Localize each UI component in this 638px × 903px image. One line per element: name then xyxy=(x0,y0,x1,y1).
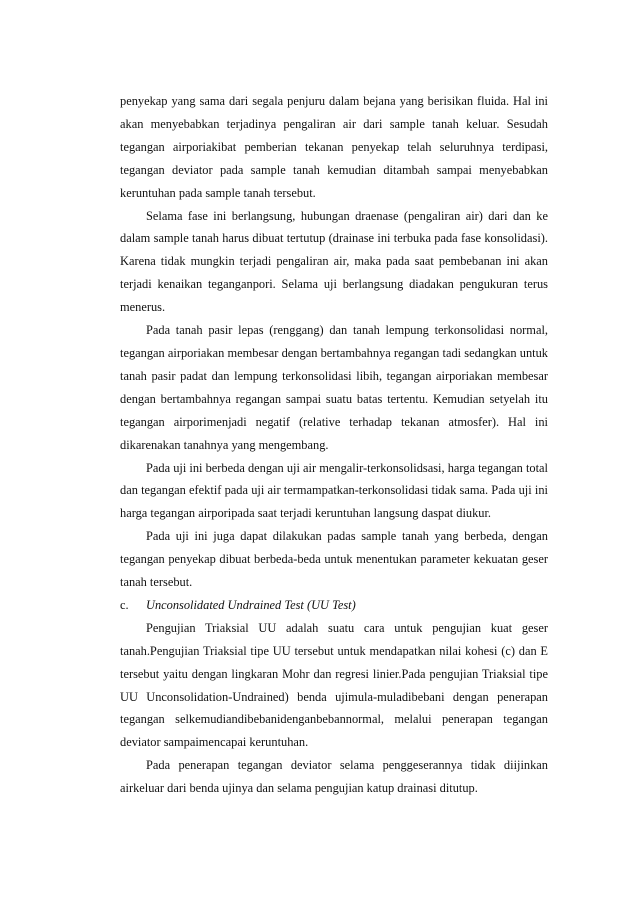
paragraph-uu-test: Pengujian Triaksial UU adalah suatu cara untuk pengujian kuat geser tanah.Pengujian Triaksial tipe UU tersebut untuk mendapatkan nilai kohesi (c) dan E tersebut yaitu dengan lingkaran Mohr dan regresi linier.Pada pengujian Triaksial tipe UU Unconsolidation-Undrained) benda ujimula-muladibebani dengan penerapan tegangan selkemudiandibebanidenganbebannormal, melalui penerapan tegangan deviator sampaimencapai keruntuhan. xyxy=(120,620,548,750)
paragraph-deviator: Pada penerapan tegangan deviator selama penggeserannya tidak diijinkan airkeluar dari benda ujinya dan selama pengujian katup drainasi ditutup. xyxy=(120,758,548,796)
paragraph-confining-pressure: Pada uji ini juga dapat dilakukan padas sample tanah yang berbeda, dengan tegangan penyekap dibuat berbeda-beda untuk menentukan parameter kekuatan geser tanah tersebut. xyxy=(120,529,548,590)
paragraph-sand-clay: Pada tanah pasir lepas (renggang) dan tanah lempung terkonsolidasi normal, tegangan airporiakan membesar dengan bertambahnya regangan tadi sedangkan untuk tanah pasir padat dan lempung terkonsolidasi libih, tegangan airporiakan membesar dengan bertambahnya regangan sampai suatu batas tertentu. Kemudian setyelah itu tegangan airporimenjadi negatif (relative terhadap tekanan atmosfer). Hal ini dikarenakan tanahnya yang mengembang. xyxy=(120,323,548,452)
paragraph-drainage-phase: Selama fase ini berlangsung, hubungan draenase (pengaliran air) dari dan ke dalam sample tanah harus dibuat tertutup (drainase ini terbuka pada fase konsolidasi). Karena tidak mungkin terjadi pengaliran air, maka pada saat pembebanan ini akan terjadi kenaikan teganganpori. Selama uji berlangsung diadakan pengukuran terus menerus. xyxy=(120,208,548,315)
section-title: Unconsolidated Undrained Test (UU Test) xyxy=(146,597,356,612)
body-text xyxy=(120,90,548,800)
paragraph-continuation: penyekap yang sama dari segala penjuru dalam bejana yang berisikan fluida. Hal ini akan menyebabkan terjadinya pengaliran air dari sample tanah keluar. Sesudah tegangan airporiakibat pemberian tekanan penyekap telah seluruhnya terdipasi, tegangan deviator pada sample tanah kemudian ditambah sampai menyebabkan keruntuhan pada sample tanah tersebut. xyxy=(120,94,548,200)
paragraph-effective-stress: Pada uji ini berbeda dengan uji air mengalir-terkonsolidsasi, harga tegangan total dan tegangan efektif pada uji air termampatkan-terkonsolidasi tidak sama. Pada uji ini harga tegangan airporipada saat terjadi keruntuhan langsung daspat diukur. xyxy=(120,460,548,521)
section-heading xyxy=(120,594,548,617)
section-marker: c. xyxy=(120,597,129,612)
